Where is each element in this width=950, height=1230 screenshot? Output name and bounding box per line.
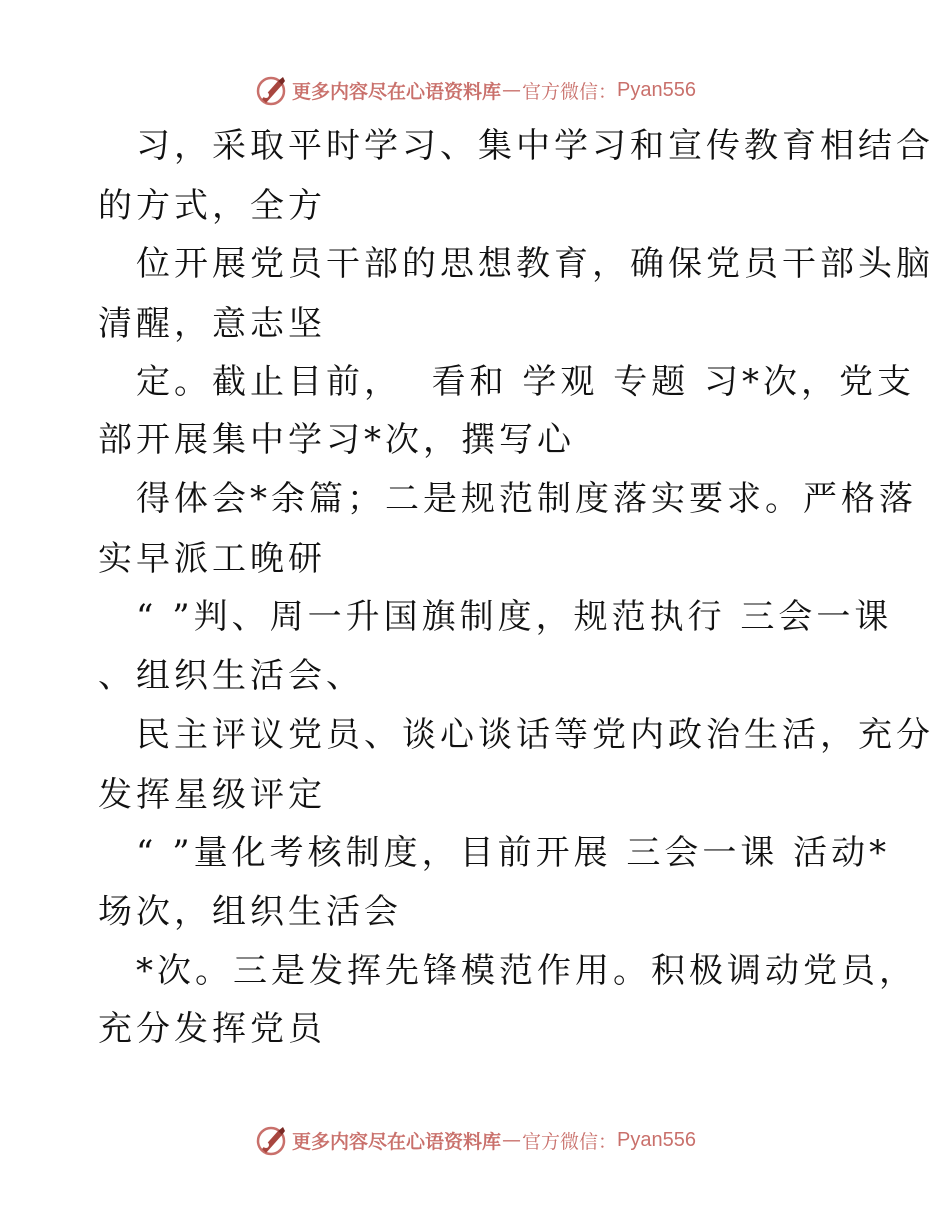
pen-seal-logo-icon: [254, 73, 288, 107]
body-line: 民主评议党员、谈心谈话等党内政治生活，充分: [98, 715, 934, 755]
banner-separator: —: [502, 1129, 522, 1151]
banner-main-text: 更多内容尽在心语资料库: [292, 80, 502, 103]
body-line: 位开展党员干部的思想教育，确保党员干部头脑: [98, 244, 934, 284]
body-line: 习，采取平时学习、集中学习和宣传教育相结合: [98, 126, 934, 166]
body-line: *次。三是发挥先锋模范作用。积极调动党员，: [98, 951, 917, 991]
body-line: 的方式，全方: [98, 186, 326, 226]
banner-wechat-id: Pyan556: [617, 78, 696, 101]
banner-main-text: 更多内容尽在心语资料库: [292, 1130, 502, 1153]
banner-wechat-label: 官方微信：: [522, 1130, 618, 1153]
header-banner: [0, 70, 950, 110]
body-line: 实早派工晚研: [98, 539, 326, 579]
body-line: 得体会*余篇；二是规范制度落实要求。严格落: [98, 479, 917, 519]
body-line: 清醒，意志坚: [98, 304, 326, 344]
pen-seal-logo-icon: [254, 1123, 288, 1157]
body-line: 场次，组织生活会: [98, 892, 402, 932]
body-line: 、组织生活会、: [98, 656, 364, 696]
banner-wechat-label: 官方微信：: [522, 80, 618, 103]
body-line: 充分发挥党员: [98, 1009, 326, 1049]
footer-banner: [0, 1120, 950, 1160]
banner-wechat-id: Pyan556: [617, 1128, 696, 1151]
body-line: “ ”判、周一升国旗制度，规范执行 三会一课: [98, 597, 893, 637]
body-line: 部开展集中学习*次，撰写心: [98, 420, 575, 460]
body-line: 定。截止目前， 看和 学观 专题 习*次，党支: [98, 362, 916, 402]
body-line: “ ”量化考核制度，目前开展 三会一课 活动*: [98, 833, 891, 873]
body-line: 发挥星级评定: [98, 775, 326, 815]
banner-separator: —: [502, 79, 522, 101]
